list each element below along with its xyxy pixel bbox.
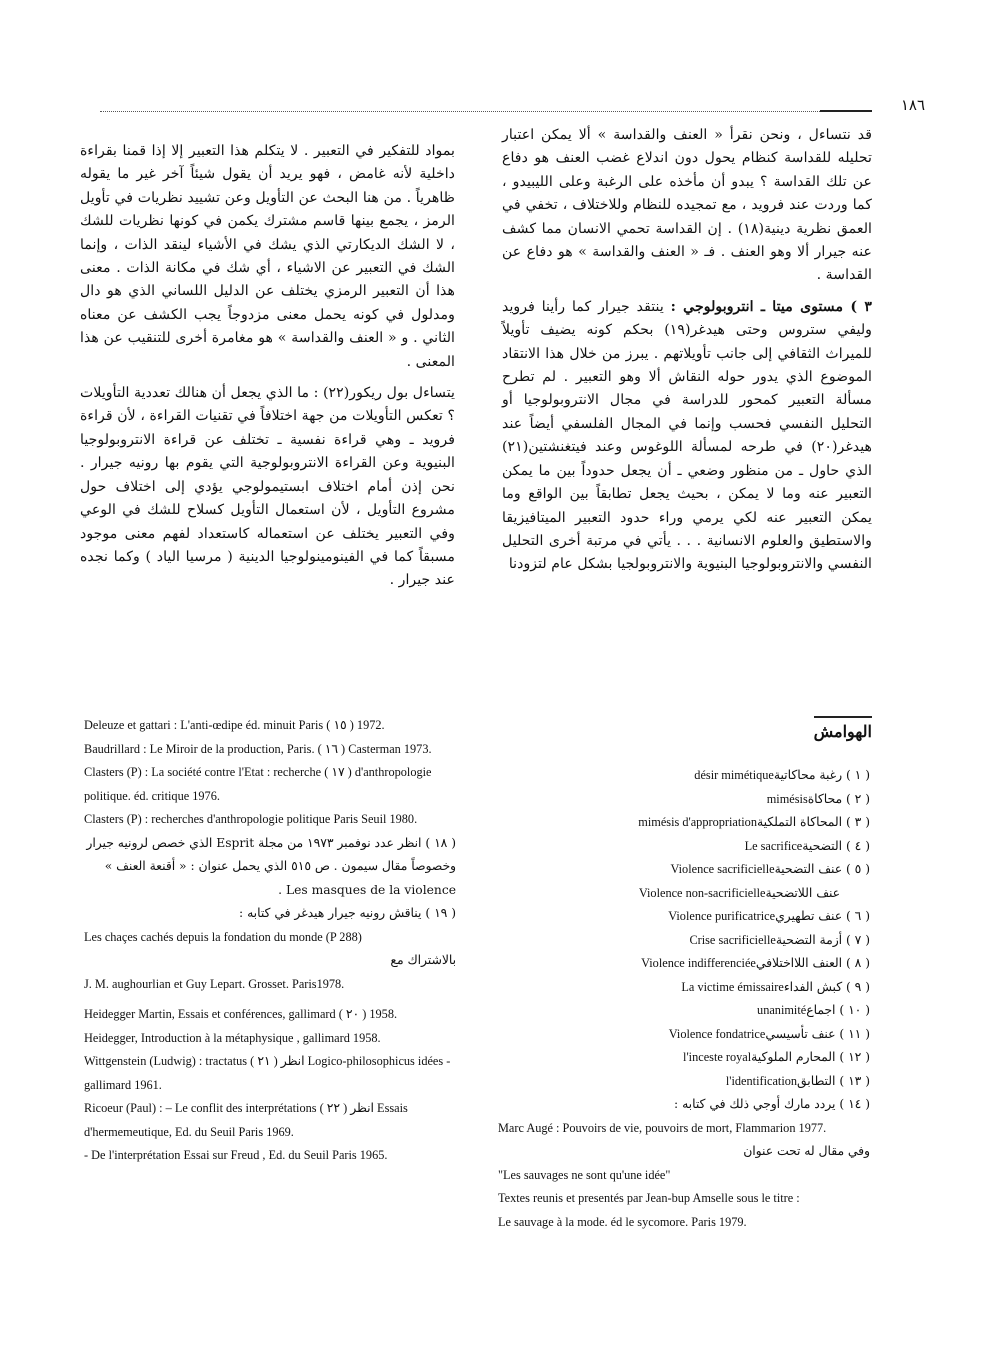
paragraph: يتساءل بول ريكور(٢٢) : ما الذي يجعل أن هنالك تعددية التأويلات ؟ تعكس التأويلات من جهة اختلافاً في تقنيات القراءة ، لأن قراءة فرويد ـ وهي قراءة نفسية ـ تختلف عن قراءة الانتروبولوجيا البنيوية وعن القراءة الانتروبولوجية التي يقوم بها رونيه جيرار . نحن إذن أمام اختلاف ابستيمولوجي يؤدي إلى اختلاف حول مشروع التأويل ، لأن استعمال التأويل كسلاح للشك في الوعي وفي التعبير يختلف عن استعماله كاستعداد لفهم معنى موجود مسبقاً كما في الفينومينولوجيا الدينية ( مرسيا الياد ) وكما نجده عند جيرار . bbox=[80, 385, 455, 589]
footnote: ( ١ ) رغبة محاكاتيةdésir mimétique bbox=[694, 768, 870, 782]
footnote: ( ١٣ ) التطابقl'identification bbox=[725, 1073, 870, 1088]
footnote: Wittgenstein (Ludwig) : tractatus انظر ( ٢١ ) Logico-philosophicus idées -gallimard 1961. bbox=[84, 1054, 451, 1092]
footnotes-title: الهوامش bbox=[814, 716, 872, 741]
footnote-ref: Le sauvage à la mode. éd le sycomore. Paris 1979. bbox=[498, 1214, 747, 1229]
footnote: عنف اللاتضحيةViolence non-sacrificielle bbox=[638, 885, 840, 900]
footnote: - De l'interprétation Essai sur Freud , Ed. du Seuil Paris 1965. bbox=[84, 1148, 388, 1162]
footnote: Baudrillard : Le Miroir de la production, Paris. ( ١٦ ) Casterman 1973. bbox=[84, 741, 432, 756]
footnote-text: وفي مقال له تحت عنوان bbox=[743, 1144, 870, 1158]
footnote: Clasters (P) : recherches d'anthropologie politique Paris Seuil 1980. bbox=[84, 812, 418, 826]
footnote: Ricoeur (Paul) : – Le conflit des interprétations انظر ( ٢٢ ) Essais d'hermemeutique, Ed. du Seuil Paris 1969. bbox=[84, 1101, 408, 1139]
footnote: ( ٣ ) المحاكاة التملكيةmimésis d'appropriation bbox=[638, 815, 870, 829]
footnote: ( ١٤ ) يردد مارك أوجي ذلك في كتابه : bbox=[674, 1097, 870, 1111]
footnote: ( ٨ ) العنف اللااختلافيViolence indifferenciée bbox=[641, 956, 870, 970]
footnote: ( ٧ ) أزمة التضحيةCrise sacrificielle bbox=[689, 932, 870, 947]
footnote-ref: Textes reunis et presentés par Jean-bup Amselle sous le titre : bbox=[498, 1191, 800, 1205]
footnote-text: بالاشتراك مع bbox=[390, 953, 456, 967]
footnote: ( ١١ ) عنف تأسيسيViolence fondatrice bbox=[668, 1026, 870, 1041]
footnote: ( ١٨ ) انظر عدد نوفمبر ١٩٧٣ من مجلة Esprit الذي خصص لرونيه جيرار وخصوصاً مقال سيمون . ص ٥١٥ الذي يحمل عنوان : « أقنعة العنف » Les masques de la violence . bbox=[86, 835, 456, 897]
page-number: ١٨٦ bbox=[900, 96, 925, 114]
footnote-ref: Les chaçes cachés depuis la fondation du monde (P 288) bbox=[84, 929, 362, 944]
footnote-ref: "Les sauvages ne sont qu'une idée" bbox=[498, 1167, 671, 1182]
footnote-ref: J. M. aughourlian et Guy Lepart. Grosset. Paris1978. bbox=[84, 976, 345, 991]
footnote-ref: Marc Augé : Pouvoirs de vie, pouvoirs de mort, Flammarion 1977. bbox=[498, 1120, 827, 1135]
footnotes-left bbox=[84, 714, 456, 1168]
paragraph bbox=[502, 296, 872, 577]
footnote: ( ٥ ) عنف التضحيةViolence sacrificielle bbox=[670, 862, 870, 876]
paragraph: قد نتساءل ، ونحن نقرأ « العنف والقداسة » ألا يمكن اعتبار تحليله للقداسة كنظام يحول دون اندلاع غضب العنف هو دفاع عن تلك القداسة ؟ يبدو أن مأخذه على الرغبة وعلى الليبيدو ، كما وردت عند فرويد ، مع تمجيده للنظام وللاختلاف ، تخفي في العمق نظرية دينية(١٨) . إن القداسة تحمي الانسان مما كشف عنه جيرار ألا وهو العنف . فـ « العنف والقداسة » هو دفاع عن القداسة . bbox=[502, 127, 872, 284]
footnote: Heidegger, Introduction à la métaphysique , gallimard 1958. bbox=[84, 1030, 381, 1045]
spacer bbox=[84, 996, 456, 1003]
footnotes-right bbox=[498, 764, 870, 1234]
footnote: Clasters (P) : La société contre l'Etat : recherche ( ١٧ ) d'anthropologie politique. éd. critique 1976. bbox=[84, 765, 432, 803]
footnote: ( ٩ ) كبش الفداءLa victime émissaire bbox=[681, 979, 870, 994]
footnote: ( ١٩ ) يناقش رونيه جيرار هيدغر في كتابه : bbox=[239, 906, 456, 920]
header-rule bbox=[100, 111, 872, 112]
footnote: ( ٤ ) التضحيةLe sacrifice bbox=[744, 838, 870, 853]
body-column-right bbox=[502, 124, 872, 577]
paragraph: بمواد للتفكير في التعبير . لا يتكلم هذا التعبير إلا إذا قمنا بقراءة داخلية لأنه غامض ، فهو يريد أن يقول شيئاً آخر غير ما يقوله ظاهرياً . من هنا البحث عن التأويل وعن تشييد نظريات في تأويل الرمز ، يجمع بينها قاسم مشترك يكمن في كونها نظريات للشك ، لا الشك الديكارتي الذي يشك في الأشياء لينقد الذات ، وإنما الشك في التعبير عن الاشياء ، أي شك في مكانة الذات . معنى هذا أن التعبير الرمزي يختلف عن الدليل اللساني الذي هو دال ومدلول في كونه يحمل معنى مزدوجاً يجب الكشف عن معناه الثاني . و « العنف والقداسة » هو مغامرة أخرى للتنقيب عن هذا المعنى . bbox=[80, 143, 455, 370]
header-rule-thick bbox=[820, 110, 872, 112]
footnote: ( ١٢ ) المحارم الملوكيةl'inceste royal bbox=[683, 1050, 870, 1064]
footnote: Deleuze et gattari : L'anti-œdipe éd. minuit Paris ( ١٥ ) 1972. bbox=[84, 718, 385, 732]
footnote: Heidegger Martin, Essais et conférences, gallimard ( ٢٠ ) 1958. bbox=[84, 1007, 398, 1021]
section-heading: ٣ ) مستوى ميتا ـ انتروبولوجي : bbox=[670, 298, 872, 315]
footnote: ( ٦ ) عنف تطهيريViolence purificatrice bbox=[668, 909, 870, 923]
footnote: ( ١٠ ) اجماعunanimité bbox=[757, 1003, 870, 1017]
body-column-left bbox=[80, 140, 455, 593]
paragraph-text: ينتقد جيرار كما رأينا فرويد وليفي ستروس وحتى هيدغر(١٩) بحكم كونه يضيف تأويلاً للميراث الثقافي إلى جانب تأويلاتهم . يبرز من خلال هذا الانتقاد الموضوع الذي يدور حوله النقاش ألا وهو التعبير . لم تطرح مسألة التعبير كمحور للدراسة في مجال الانتروبولوجيا أو التحليل النفسي فحسب وإنما في المجال الفلسفي أيضاً عند هيدغر(٢٠) في طرحه لمسألة اللوغوس وعند فيتغنشتين(٢١) الذي حاول ـ من منظور وضعي ـ أن يجعل حدوداً بين ما يمكن التعبير عنه وما لا يمكن ، بحيث يجعل تطابقاً بين الواقع وما يمكن التعبير عنه لكي يرمي وراء حدود التعبير الميتافيزيقا والاستطيق والعلوم الانسانية . . . يأتي في مرتبة أخرى التحليل النفسي والانتروبولوجيا البنيوية والانتروبولجيا بشكل عام لتزودنا bbox=[502, 298, 872, 573]
footnote: ( ٢ ) محاكاةmimésis bbox=[766, 791, 870, 806]
